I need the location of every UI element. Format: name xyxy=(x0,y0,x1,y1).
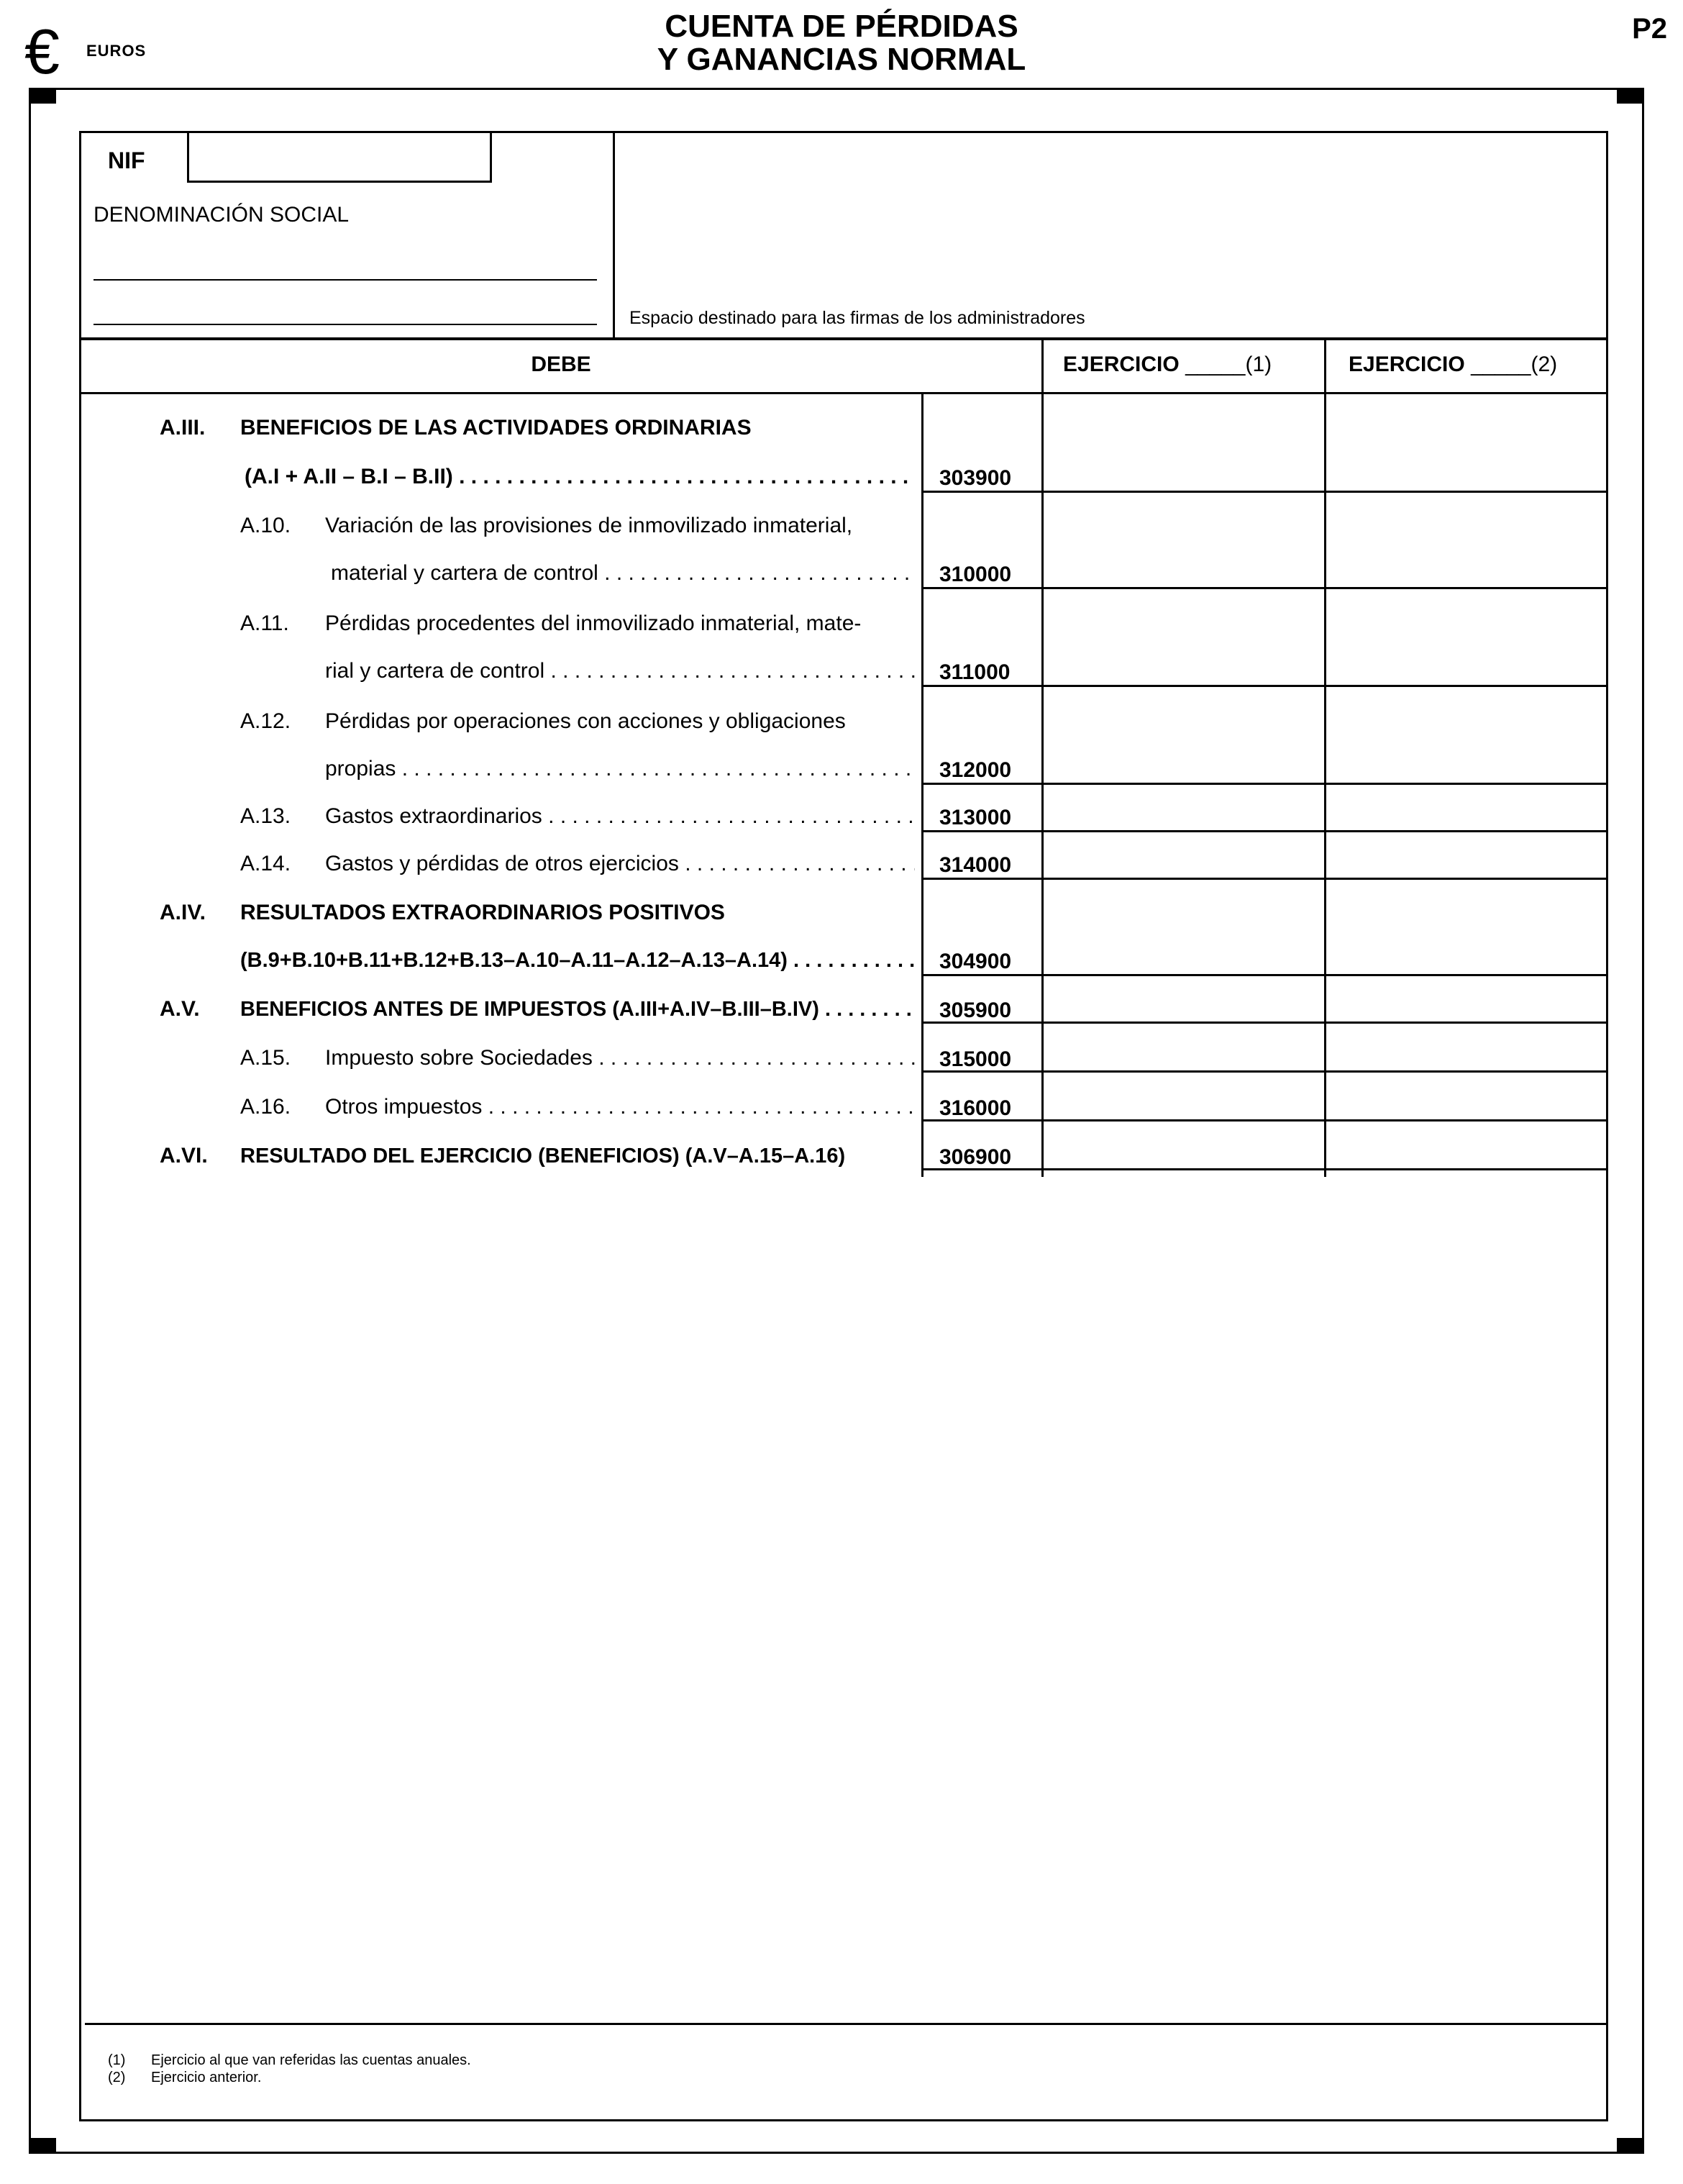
row-code: 310000 xyxy=(939,563,1012,586)
row-title: BENEFICIOS DE LAS ACTIVIDADES ORDINARIAS xyxy=(240,416,752,440)
row-title: Pérdidas procedentes del inmovilizado inmaterial, mate- xyxy=(325,611,862,635)
row-id: A.IV. xyxy=(160,901,206,924)
header-ejercicio-2 xyxy=(1349,352,1557,377)
value-cell-306900-ej2[interactable] xyxy=(1327,1122,1605,1167)
row-id: A.15. xyxy=(240,1046,291,1070)
row-title: Impuesto sobre Sociedades . . . xyxy=(325,1046,915,1070)
column-divider-2 xyxy=(1324,338,1326,1177)
identification-divider xyxy=(613,131,615,340)
value-cell-314000-ej2[interactable] xyxy=(1327,833,1605,876)
row-id: A.III. xyxy=(160,416,206,440)
footnotes-box xyxy=(85,2023,1608,2123)
value-cell-312000-ej1[interactable] xyxy=(1044,688,1322,781)
denominacion-line-1[interactable] xyxy=(94,279,597,281)
value-cell-305900-ej2[interactable] xyxy=(1327,977,1605,1020)
row-id: A.13. xyxy=(240,804,291,828)
row-code: 313000 xyxy=(939,806,1012,829)
row-title: Variación de las provisiones de inmovilizado inmaterial, xyxy=(325,514,853,537)
value-cell-314000-ej1[interactable] xyxy=(1044,833,1322,876)
value-cell-310000-ej2[interactable] xyxy=(1327,493,1605,586)
row-formula: (B.9+B.10+B.11+B.12+B.13–A.10–A.11–A.12–A.13–A.14) . . . xyxy=(240,948,915,973)
row-title-cont: propias . . . xyxy=(325,757,915,781)
row-id: A.16. xyxy=(240,1095,291,1119)
header-ejercicio-2-ref: (2) xyxy=(1531,352,1558,376)
header-ejercicio-1 xyxy=(1063,352,1272,377)
title-line-1: CUENTA DE PÉRDIDAS xyxy=(665,9,1018,44)
row-separator xyxy=(921,587,1608,589)
row-title-cont: rial y cartera de control . . . xyxy=(325,659,915,683)
row-separator xyxy=(921,685,1608,687)
value-cell-311000-ej1[interactable] xyxy=(1044,590,1322,683)
table-right-border xyxy=(1606,1177,1608,2121)
nif-field[interactable] xyxy=(187,131,492,183)
header-ejercicio-1-label: EJERCICIO xyxy=(1063,352,1180,376)
denominacion-line-2[interactable] xyxy=(94,324,597,325)
value-cell-315000-ej2[interactable] xyxy=(1327,1024,1605,1069)
row-separator xyxy=(921,830,1608,832)
header-ejercicio-2-blank[interactable]: _____ xyxy=(1471,352,1531,376)
header-ejercicio-1-ref: (1) xyxy=(1245,352,1272,376)
header-ejercicio-2-label: EJERCICIO xyxy=(1349,352,1465,376)
row-title: RESULTADO DEL EJERCICIO (BENEFICIOS) (A.V–A.15–A.16) xyxy=(240,1145,846,1168)
row-title: Otros impuestos . . . xyxy=(325,1095,915,1119)
corner-mark-top-right xyxy=(1617,88,1644,104)
code-column-divider xyxy=(921,393,923,1177)
currency-label: EUROS xyxy=(86,42,147,60)
row-separator xyxy=(921,878,1608,880)
value-cell-304900-ej2[interactable] xyxy=(1327,881,1605,973)
value-cell-310000-ej1[interactable] xyxy=(1044,493,1322,586)
row-code: 311000 xyxy=(939,660,1011,684)
corner-mark-top-left xyxy=(29,88,56,104)
row-title: Gastos y pérdidas de otros ejercicios . . . xyxy=(325,852,915,876)
value-cell-313000-ej2[interactable] xyxy=(1327,786,1605,829)
row-code: 312000 xyxy=(939,758,1012,782)
value-cell-315000-ej1[interactable] xyxy=(1044,1024,1322,1069)
corner-mark-bottom-right xyxy=(1617,2138,1644,2154)
footnote-ref: (1) xyxy=(108,2052,126,2068)
row-code: 316000 xyxy=(939,1096,1012,1120)
value-cell-316000-ej1[interactable] xyxy=(1044,1073,1322,1118)
euro-icon: € xyxy=(24,16,60,87)
row-id: A.V. xyxy=(160,997,200,1021)
row-formula: (A.I + A.II – B.I – B.II) . . . xyxy=(245,465,915,489)
page-title xyxy=(518,10,1165,76)
header-debe: DEBE xyxy=(531,352,591,376)
value-cell-312000-ej2[interactable] xyxy=(1327,688,1605,781)
signature-area[interactable] xyxy=(617,134,1605,299)
row-code: 304900 xyxy=(939,950,1012,973)
table-left-border xyxy=(79,393,81,2121)
nif-label: NIF xyxy=(108,147,145,173)
footnote-ref: (2) xyxy=(108,2070,126,2085)
value-cell-303900-ej2[interactable] xyxy=(1327,396,1605,489)
row-id: A.VI. xyxy=(160,1144,208,1168)
header-ejercicio-1-blank[interactable]: _____ xyxy=(1185,352,1246,376)
value-cell-313000-ej1[interactable] xyxy=(1044,786,1322,829)
signature-caption: Espacio destinado para las firmas de los administradores xyxy=(629,308,1085,328)
row-code: 315000 xyxy=(939,1047,1012,1071)
row-code: 303900 xyxy=(939,466,1012,490)
column-divider-right xyxy=(1606,338,1608,1177)
value-cell-316000-ej2[interactable] xyxy=(1327,1073,1605,1118)
row-id: A.11. xyxy=(240,611,289,635)
row-title: BENEFICIOS ANTES DE IMPUESTOS (A.III+A.IV–B.III–B.IV) . . . xyxy=(240,997,915,1022)
footnote-text: Ejercicio anterior. xyxy=(151,2070,262,2085)
footnote-text: Ejercicio al que van referidas las cuentas anuales. xyxy=(151,2052,471,2068)
row-separator xyxy=(921,783,1608,785)
row-separator xyxy=(921,491,1608,493)
row-id: A.10. xyxy=(240,514,291,537)
row-id: A.14. xyxy=(240,852,291,875)
denominacion-label: DENOMINACIÓN SOCIAL xyxy=(94,203,350,227)
row-title: Pérdidas por operaciones con acciones y obligaciones xyxy=(325,709,846,733)
row-separator xyxy=(921,974,1608,976)
row-title: Gastos extraordinarios . . . xyxy=(325,804,915,829)
row-code: 306900 xyxy=(939,1145,1012,1169)
value-cell-305900-ej1[interactable] xyxy=(1044,977,1322,1020)
value-cell-306900-ej1[interactable] xyxy=(1044,1122,1322,1167)
value-cell-304900-ej1[interactable] xyxy=(1044,881,1322,973)
row-title: RESULTADOS EXTRAORDINARIOS POSITIVOS xyxy=(240,901,725,924)
row-code: 305900 xyxy=(939,998,1012,1022)
row-code: 314000 xyxy=(939,853,1012,877)
row-title-cont: material y cartera de control . . . xyxy=(331,561,915,586)
corner-mark-bottom-left xyxy=(29,2138,56,2154)
title-line-2: Y GANANCIAS NORMAL xyxy=(657,42,1026,77)
page-code: P2 xyxy=(1632,13,1667,45)
value-cell-311000-ej2[interactable] xyxy=(1327,590,1605,683)
value-cell-303900-ej1[interactable] xyxy=(1044,396,1322,489)
row-id: A.12. xyxy=(240,709,291,733)
